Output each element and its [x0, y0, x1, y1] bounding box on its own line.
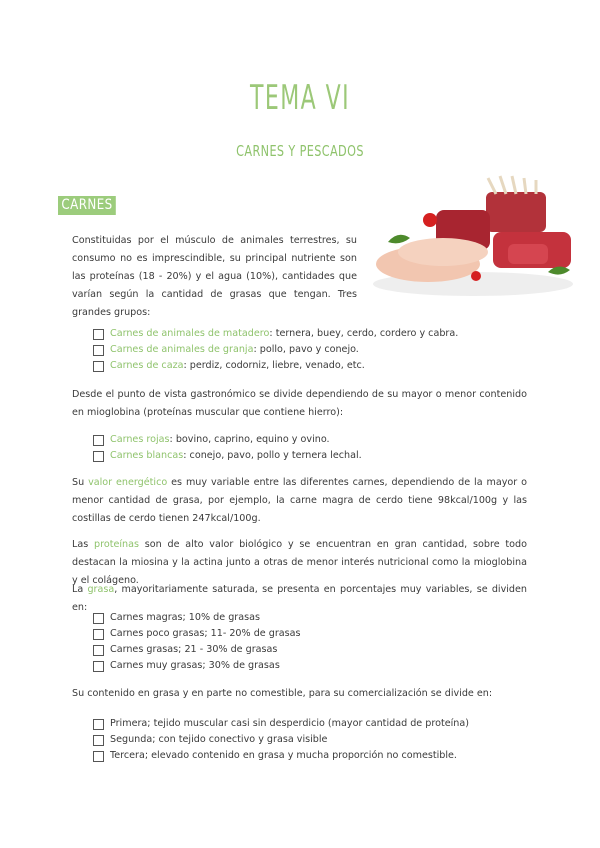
item-text: Carnes grasas; 21 - 30% de grasas — [110, 644, 278, 655]
item-text: Carnes magras; 10% de grasas — [110, 612, 261, 623]
list-item — [93, 642, 301, 658]
protein-term: proteínas — [94, 539, 139, 550]
checkbox-icon — [93, 719, 104, 730]
intro-paragraph: Constituidas por el músculo de animales terrestres, su consumo no es imprescindible, su principal nutriente son las proteínas (18 - 20%) y el agua (10%), cantidades que varían según la cantidad de grasas que tengan. Tres grandes grupos: — [72, 235, 357, 318]
checkbox-icon — [93, 661, 104, 672]
section-heading: CARNES — [58, 196, 116, 215]
item-text: : perdiz, codorniz, liebre, venado, etc. — [183, 360, 365, 371]
commerce-paragraph: Su contenido en grasa y en parte no comestible, para su comercialización se divide en: — [72, 688, 493, 699]
checkbox-icon — [93, 329, 104, 340]
checkbox-icon — [93, 629, 104, 640]
checkbox-icon — [93, 345, 104, 356]
item-text: : bovino, caprino, equino y ovino. — [169, 434, 330, 445]
fat-list — [93, 610, 301, 674]
item-text: : ternera, buey, cerdo, cordero y cabra. — [269, 328, 459, 339]
item-text: Carnes poco grasas; 11- 20% de grasas — [110, 628, 301, 639]
list-item — [93, 326, 458, 342]
meat-groups-list — [93, 326, 458, 374]
item-text: : conejo, pavo, pollo y ternera lechal. — [183, 450, 362, 461]
list-item — [93, 448, 362, 464]
item-term: Carnes blancas — [110, 450, 184, 461]
protein-post: son de alto valor biológico y se encuentran en gran cantidad, sobre todo destacan la miosina y la actina junto a otras de menor interés nutricional como la mioglobina y el colágeno. — [72, 539, 527, 586]
checkbox-icon — [93, 613, 104, 624]
energy-term: valor energético — [88, 477, 168, 488]
checkbox-icon — [93, 735, 104, 746]
fat-term: grasa — [87, 584, 115, 595]
checkbox-icon — [93, 451, 104, 462]
item-text: Carnes muy grasas; 30% de grasas — [110, 660, 280, 671]
item-term: Carnes de caza — [110, 360, 184, 371]
checkbox-icon — [93, 645, 104, 656]
item-text: Primera; tejido muscular casi sin desperdicio (mayor cantidad de proteína) — [110, 718, 469, 729]
item-term: Carnes rojas — [110, 434, 170, 445]
checkbox-icon — [93, 751, 104, 762]
energy-paragraph — [72, 474, 527, 528]
list-item — [93, 716, 469, 732]
list-item — [93, 732, 469, 748]
list-item — [93, 342, 458, 358]
fat-post: , mayoritariamente saturada, se presenta en porcentajes muy variables, se dividen en: — [72, 584, 527, 613]
protein-pre: Las — [72, 539, 95, 550]
commerce-list — [93, 716, 469, 764]
gastro-paragraph: Desde el punto de vista gastronómico se divide dependiendo de su mayor o menor contenido en mioglobina (proteínas muscular que contiene hierro): — [72, 389, 527, 418]
item-term: Carnes de animales de matadero — [110, 328, 270, 339]
energy-pre: Su — [72, 477, 89, 488]
checkbox-icon — [93, 361, 104, 372]
item-text: Segunda; con tejido conectivo y grasa visible — [110, 734, 328, 745]
energy-post: es muy variable entre las diferentes carnes, dependiendo de la mayor o menor cantidad de grasa, por ejemplo, la carne magra de cerdo tiene 98kcal/100g y las costillas de cerdo tienen 247kcal/100g. — [72, 477, 527, 524]
list-item — [93, 610, 301, 626]
page-title: TEMA VI — [249, 78, 351, 118]
list-item — [93, 748, 469, 764]
checkbox-icon — [93, 435, 104, 446]
meat-colors-list — [93, 432, 362, 464]
list-item — [93, 358, 458, 374]
page-subtitle: CARNES Y PESCADOS — [236, 142, 364, 160]
item-text: : pollo, pavo y conejo. — [253, 344, 359, 355]
fat-pre: La — [72, 584, 88, 595]
meat-photo — [368, 172, 578, 300]
item-text: Tercera; elevado contenido en grasa y mucha proporción no comestible. — [110, 750, 457, 761]
item-term: Carnes de animales de granja — [110, 344, 254, 355]
list-item — [93, 626, 301, 642]
list-item — [93, 658, 301, 674]
list-item — [93, 432, 362, 448]
